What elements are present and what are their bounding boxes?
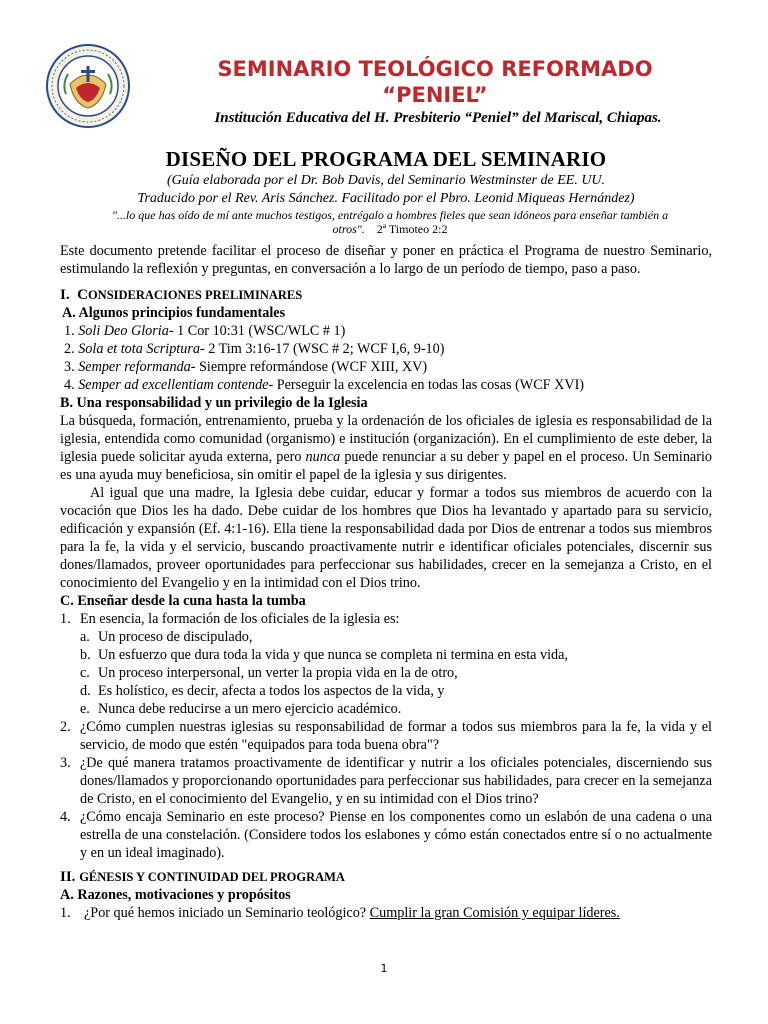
credit-line-2: Traducido por el Rev. Aris Sánchez. Facilitado por el Pbro. Leonid Miqueas Hernández) <box>137 191 635 206</box>
formation-characteristic-text: Es holístico, es decir, afecta a todos los aspectos de la vida, y <box>98 683 445 699</box>
formation-characteristic-letter: c. <box>80 665 90 681</box>
formation-characteristic-letter: e. <box>80 701 90 717</box>
document-title: DISEÑO DEL PROGRAMA DEL SEMINARIO <box>165 147 607 171</box>
epigraph-text: "...lo que has oído de mí ante muchos testigos, entrégalo a hombres fieles que sean idóneos para enseñar también a otros". <box>111 208 669 236</box>
principle-number: 1. <box>64 323 75 339</box>
principle-item <box>60 322 712 340</box>
epigraph-reference: 2ª Timoteo 2:2 <box>376 222 448 236</box>
formation-characteristic-item <box>80 628 712 646</box>
principles-list <box>60 322 712 394</box>
formation-characteristic-text: Nunca debe reducirse a un mero ejercicio académico. <box>98 701 402 717</box>
section-2-title: GÉNESIS Y CONTINUIDAD DEL PROGRAMA <box>79 870 345 884</box>
teaching-question-number: 2. <box>60 719 71 735</box>
formation-characteristic-letter: a. <box>80 629 90 645</box>
epigraph-quote <box>90 208 690 236</box>
section-1-title-rest: ONSIDERACIONES PRELIMINARES <box>87 288 303 302</box>
formation-characteristic-letter: b. <box>80 647 91 663</box>
teaching-question-text: ¿Cómo cumplen nuestras iglesias su responsabilidad de formar a todos sus miembros para la fe, la vida y el servicio, de modo que estén "equipados para toda buena obra"? <box>80 719 712 753</box>
reasons-answer: Cumplir la gran Comisión y equipar líderes. <box>369 905 620 921</box>
formation-characteristic-text: Un proceso interpersonal, un verter la propia vida en la de otro, <box>98 665 458 681</box>
responsibility-emphasis: nunca <box>305 449 341 465</box>
formation-characteristic-text: Un proceso de discipulado, <box>98 629 253 645</box>
subsection-1b-heading: B. Una responsabilidad y un privilegio de la Iglesia <box>60 395 368 411</box>
section-1-number: I. <box>60 287 70 303</box>
subsection-2a-heading: A. Razones, motivaciones y propósitos <box>60 887 291 903</box>
principle-number: 4. <box>64 377 75 393</box>
subsection-1c-heading: C. Enseñar desde la cuna hasta la tumba <box>60 593 306 609</box>
section-1-heading <box>60 286 712 304</box>
reasons-question-number: 1. <box>60 905 71 921</box>
teaching-question-text: En esencia, la formación de los oficiales de la iglesia es: <box>80 611 400 627</box>
formation-characteristic-item <box>80 700 712 718</box>
teaching-question-text: ¿De qué manera tratamos proactivamente de identificar y nutrir a los oficiales potenciales, discerniendo sus dones/llamados y proporcionando oportunidades para perfeccionar sus habilidades, para crecer en la semejanza de Cristo, en el conocimiento del Evangelio, y en su intimidad con el Dios trino? <box>80 755 712 807</box>
formation-characteristic-text: Un esfuerzo que dura toda la vida y que nunca se completa ni termina en esta vida, <box>98 647 568 663</box>
formation-characteristic-item <box>80 682 712 700</box>
teaching-question-number: 4. <box>60 809 71 825</box>
principle-reference: - Perseguir la excelencia en todas las cosas (WCF XVI) <box>268 377 585 393</box>
section-1-title-initial: C <box>77 287 88 303</box>
teaching-question-item <box>60 610 712 628</box>
credit-line-1: (Guía elaborada por el Dr. Bob Davis, del Seminario Westminster de EE. UU. <box>166 173 606 188</box>
principle-reference: - 1 Cor 10:31 (WSC/WLC # 1) <box>168 323 346 339</box>
principle-latin: Soli Deo Gloria <box>78 323 169 339</box>
intro-paragraph: Este documento pretende facilitar el proceso de diseñar y poner en práctica el Programa de nuestro Seminario, estimulando la reflexión y preguntas, en conversación a lo largo de un período de tiempo, paso a paso. <box>60 243 712 277</box>
institution-title-line2: “PENIEL” <box>382 83 488 107</box>
reasons-question-1 <box>60 904 712 922</box>
page-number: 1 <box>380 962 388 975</box>
responsibility-text-b: puede renunciar a su deber y papel en el proceso. Un Seminario es una ayuda muy beneficiosa, sin omitir el papel de la iglesia y sus dirigentes. <box>60 449 712 483</box>
principle-latin: Sola et tota Scriptura <box>78 341 200 357</box>
responsibility-paragraph-1 <box>60 412 712 484</box>
teaching-question-item <box>60 808 712 862</box>
section-2-number: II. <box>60 869 76 885</box>
teaching-questions-list <box>60 610 712 862</box>
teaching-question-number: 3. <box>60 755 71 771</box>
formation-characteristic-letter: d. <box>80 683 91 699</box>
teaching-question-text: ¿Cómo encaja Seminario en este proceso? Piense en los componentes como un eslabón de una cadena o una estrella de una constelación. (Considere todos los eslabones y cómo están conectados entre sí o no actualmente y en un ideal imaginado). <box>80 809 712 861</box>
teaching-question-number: 1. <box>60 611 71 627</box>
formation-characteristic-item <box>80 664 712 682</box>
section-2-heading <box>60 868 712 886</box>
responsibility-text-a: La búsqueda, formación, entrenamiento, prueba y la ordenación de los oficiales de iglesia es responsabilidad de la iglesia, entendida como comunidad (organismo) e institución (organización). En el cumplimiento de este deber, la iglesia puede solicitar ayuda externa, pero <box>60 413 712 465</box>
document-body <box>60 242 712 922</box>
subsection-1a-heading: A. Algunos principios fundamentales <box>62 305 286 321</box>
reasons-question-text <box>84 904 712 922</box>
principle-reference: - Siempre reformándose (WCF XIII, XV) <box>190 359 428 375</box>
seminary-seal-logo <box>46 44 130 128</box>
principle-item <box>60 340 712 358</box>
teaching-question-item <box>60 754 712 808</box>
reasons-question: ¿Por qué hemos iniciado un Seminario teológico? <box>84 905 367 921</box>
teaching-question-item <box>60 718 712 754</box>
principle-number: 2. <box>64 341 75 357</box>
responsibility-paragraph-2: Al igual que una madre, la Iglesia debe cuidar, educar y formar a todos sus miembros de acuerdo con la vocación que Dios les ha dado. Debe cuidar de los hombres que Dios ha levantado y apartado para su servicio, edificación y expansión (Ef. 4:1-16). Ella tiene la responsabilidad dada por Dios de entrenar a todos sus miembros para la fe, la vida y el servicio, buscando proactivamente nutrir e identificar oficiales potenciales, discernir sus dones/llamados, proveer oportunidades para perfeccionar sus habilidades, crecer en la semejanza a Cristo, en el conocimiento del Evangelio y en la intimidad con el Dios trino. <box>60 485 712 591</box>
principle-number: 3. <box>64 359 75 375</box>
principle-latin: Semper reformanda <box>78 359 191 375</box>
institution-title-line1: SEMINARIO TEOLÓGICO REFORMADO <box>217 57 653 81</box>
principle-latin: Semper ad excellentiam contende <box>78 377 269 393</box>
principle-reference: - 2 Tim 3:16-17 (WSC # 2; WCF I,6, 9-10) <box>199 341 445 357</box>
formation-characteristic-item <box>80 646 712 664</box>
principle-item <box>60 358 712 376</box>
institution-subtitle: Institución Educativa del H. Presbiterio “Peniel” del Mariscal, Chiapas. <box>214 110 662 126</box>
principle-item <box>60 376 712 394</box>
